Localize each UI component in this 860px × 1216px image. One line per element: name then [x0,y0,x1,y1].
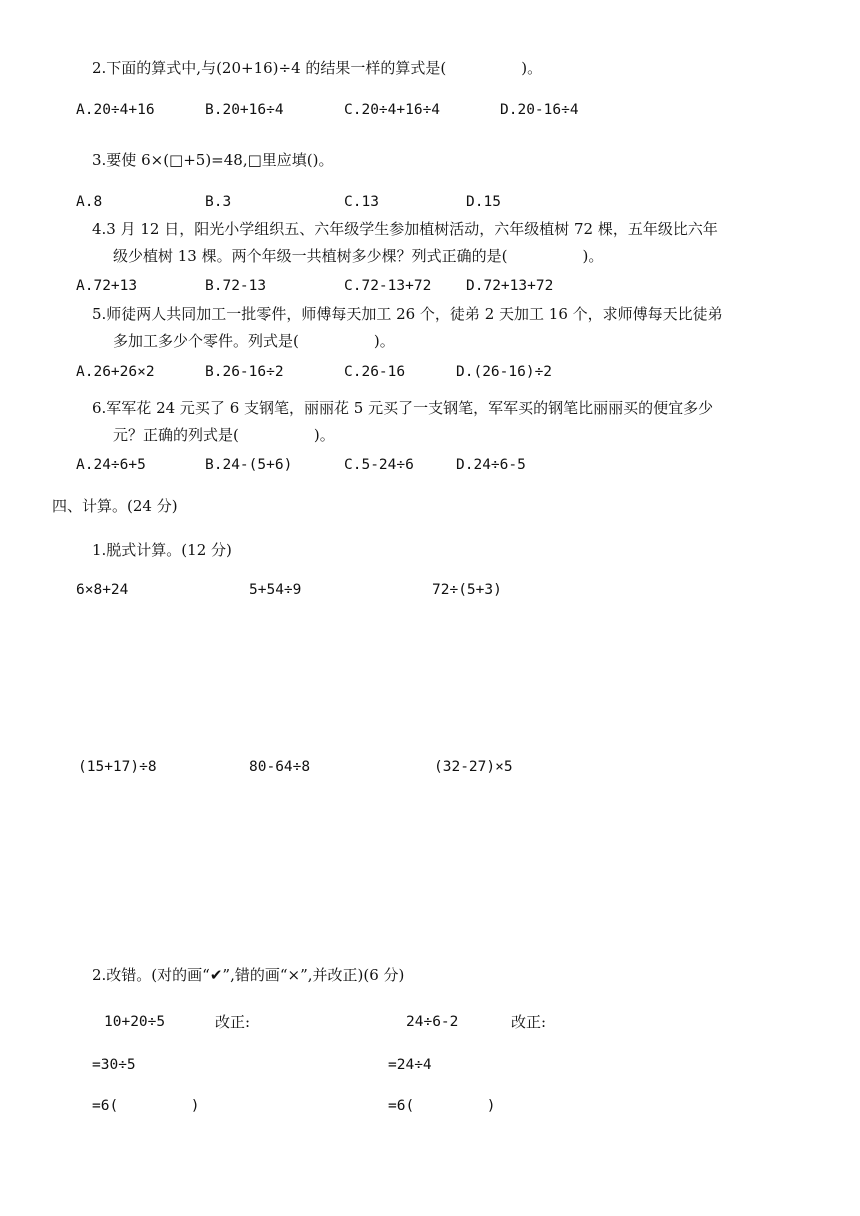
q4-option-c: C.72-13+72 [344,278,432,294]
q3-option-c: C.13 [344,194,379,210]
correction-left-expression: 10+20÷5 [104,1014,166,1030]
question-6-stem-line2: 元？正确的列式是( )。 [113,426,335,444]
correction-left-step-2: =6( ) [92,1098,200,1114]
q6-option-b: B.24-(5+6) [205,457,293,473]
calc-expression: 6×8+24 [76,582,129,598]
correction-right-step-1: =24÷4 [388,1057,432,1073]
q4-option-a: A.72+13 [76,278,138,294]
calc-expression: (15+17)÷8 [78,759,157,775]
question-2-stem: 2.下面的算式中,与(20+16)÷4 的结果一样的算式是( )。 [92,59,543,77]
correction-left-step-1: =30÷5 [92,1057,136,1073]
correction-right-step-2: =6( ) [388,1098,496,1114]
q2-option-a: A.20÷4+16 [76,102,155,118]
q4-option-d: D.72+13+72 [466,278,554,294]
q2-option-d: D.20-16÷4 [500,102,579,118]
correction-left-fix-label: 改正: [215,1013,251,1031]
q5-option-c: C.26-16 [344,364,406,380]
q5-option-d: D.(26-16)÷2 [456,364,553,380]
q2-option-c: C.20÷4+16÷4 [344,102,441,118]
calc-expression: 5+54÷9 [249,582,302,598]
q6-option-c: C.5-24÷6 [344,457,414,473]
q6-option-a: A.24÷6+5 [76,457,146,473]
question-5-stem-line2: 多加工多少个零件。列式是( )。 [113,332,395,350]
q3-option-a: A.8 [76,194,103,210]
part-2-title: 2.改错。(对的画“✔”,错的画“×”,并改正)(6 分) [92,966,405,984]
q5-option-a: A.26+26×2 [76,364,155,380]
question-5-stem-line1: 5.师徒两人共同加工一批零件，师傅每天加工 26 个，徒弟 2 天加工 16 个，求师傅每天比徒弟 [92,305,723,323]
q3-option-b: B.3 [205,194,232,210]
calc-expression: (32-27)×5 [434,759,513,775]
question-4-stem-line2: 级少植树 13 棵。两个年级一共植树多少棵？列式正确的是( )。 [113,247,604,265]
correction-right-expression: 24÷6-2 [406,1014,459,1030]
q6-option-d: D.24÷6-5 [456,457,526,473]
q5-option-b: B.26-16÷2 [205,364,284,380]
question-6-stem-line1: 6.军军花 24 元买了 6 支钢笔，丽丽花 5 元买了一支钢笔，军军买的钢笔比丽丽买的便宜多少 [92,399,714,417]
section-4-title: 四、计算。(24 分) [52,497,178,515]
question-4-stem-line1: 4.3 月 12 日，阳光小学组织五、六年级学生参加植树活动，六年级植树 72 棵，五年级比六年 [92,220,718,238]
part-1-title: 1.脱式计算。(12 分) [92,541,232,559]
q2-option-b: B.20+16÷4 [205,102,284,118]
calc-expression: 80-64÷8 [249,759,311,775]
calc-expression: 72÷(5+3) [432,582,502,598]
q3-option-d: D.15 [466,194,501,210]
question-3-stem: 3.要使 6×(□+5)=48,□里应填()。 [92,151,334,169]
q4-option-b: B.72-13 [205,278,267,294]
correction-right-fix-label: 改正: [511,1013,547,1031]
